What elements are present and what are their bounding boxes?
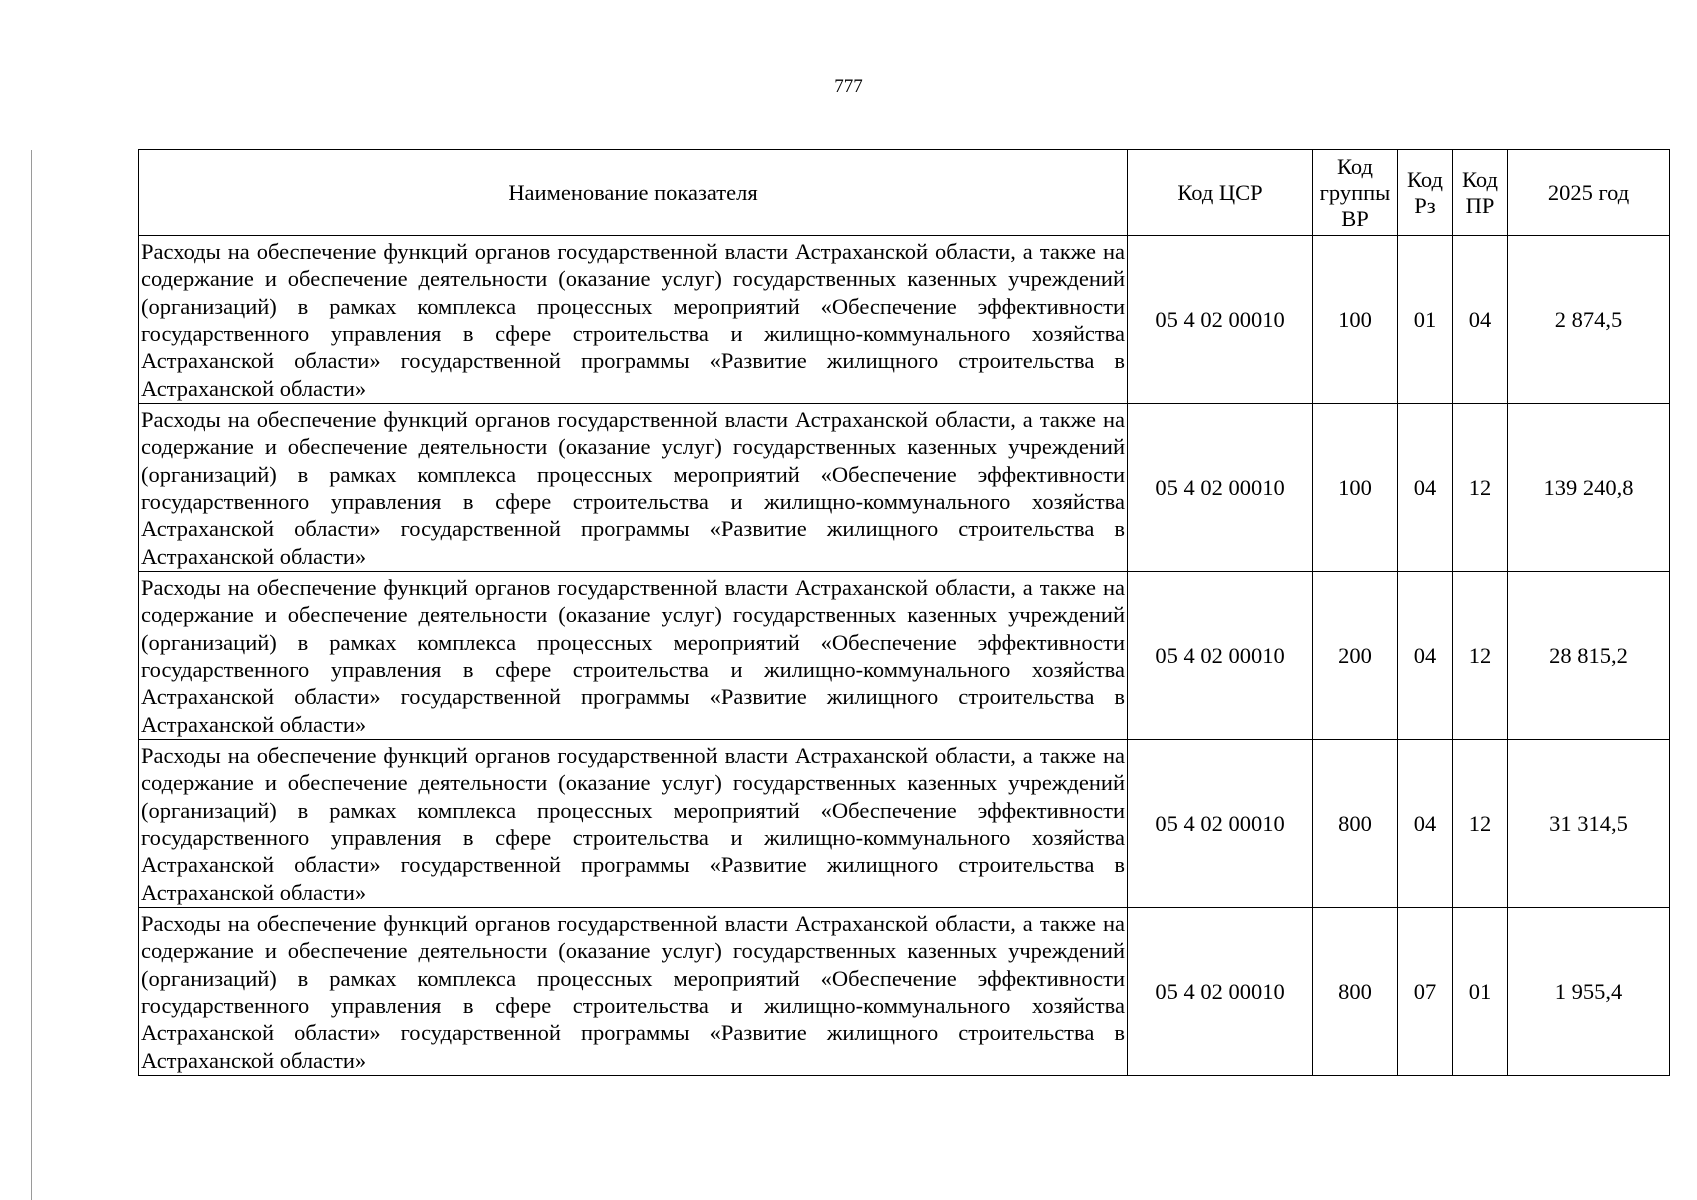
- budget-table: [138, 149, 1670, 1076]
- header-year-2025: 2025 год: [1508, 150, 1670, 236]
- header-indicator-name: Наименование показателя: [139, 150, 1128, 236]
- rz-code-cell: 04: [1398, 404, 1453, 572]
- pr-code-cell: 12: [1453, 572, 1508, 740]
- vr-code-cell: 800: [1313, 740, 1398, 908]
- amount-2025-cell: 1 955,4: [1508, 908, 1670, 1076]
- table-row: [139, 572, 1670, 740]
- pr-code-cell: 01: [1453, 908, 1508, 1076]
- table-header-row: [139, 150, 1670, 236]
- table-row: [139, 908, 1670, 1076]
- rz-code-cell: 04: [1398, 572, 1453, 740]
- indicator-name-cell: Расходы на обеспечение функций органов государственной власти Астраханской области, а также на содержание и обеспечение деятельности (оказание услуг) государственных казенных учреждений (организаций) в рамках комплекса процессных мероприятий «Обеспечение эффективности государственного управления в сфере строительства и жилищно-коммунального хозяйства Астраханской области» государственной программы «Развитие жилищного строительства в Астраханской области»: [139, 572, 1128, 740]
- amount-2025-cell: 139 240,8: [1508, 404, 1670, 572]
- indicator-name-cell: Расходы на обеспечение функций органов государственной власти Астраханской области, а также на содержание и обеспечение деятельности (оказание услуг) государственных казенных учреждений (организаций) в рамках комплекса процессных мероприятий «Обеспечение эффективности государственного управления в сфере строительства и жилищно-коммунального хозяйства Астраханской области» государственной программы «Развитие жилищного строительства в Астраханской области»: [139, 740, 1128, 908]
- pr-code-cell: 12: [1453, 404, 1508, 572]
- pr-code-cell: 04: [1453, 236, 1508, 404]
- header-csr-code: Код ЦСР: [1128, 150, 1313, 236]
- rz-code-cell: 04: [1398, 740, 1453, 908]
- vr-code-cell: 100: [1313, 404, 1398, 572]
- indicator-name-cell: Расходы на обеспечение функций органов государственной власти Астраханской области, а также на содержание и обеспечение деятельности (оказание услуг) государственных казенных учреждений (организаций) в рамках комплекса процессных мероприятий «Обеспечение эффективности государственного управления в сфере строительства и жилищно-коммунального хозяйства Астраханской области» государственной программы «Развитие жилищного строительства в Астраханской области»: [139, 236, 1128, 404]
- indicator-name-cell: Расходы на обеспечение функций органов государственной власти Астраханской области, а также на содержание и обеспечение деятельности (оказание услуг) государственных казенных учреждений (организаций) в рамках комплекса процессных мероприятий «Обеспечение эффективности государственного управления в сфере строительства и жилищно-коммунального хозяйства Астраханской области» государственной программы «Развитие жилищного строительства в Астраханской области»: [139, 908, 1128, 1076]
- csr-code-cell: 05 4 02 00010: [1128, 404, 1313, 572]
- table-row: [139, 236, 1670, 404]
- amount-2025-cell: 31 314,5: [1508, 740, 1670, 908]
- indicator-name-cell: Расходы на обеспечение функций органов государственной власти Астраханской области, а также на содержание и обеспечение деятельности (оказание услуг) государственных казенных учреждений (организаций) в рамках комплекса процессных мероприятий «Обеспечение эффективности государственного управления в сфере строительства и жилищно-коммунального хозяйства Астраханской области» государственной программы «Развитие жилищного строительства в Астраханской области»: [139, 404, 1128, 572]
- page-number: 777: [834, 76, 863, 97]
- amount-2025-cell: 28 815,2: [1508, 572, 1670, 740]
- header-rz-code: Код Рз: [1398, 150, 1453, 236]
- amount-2025-cell: 2 874,5: [1508, 236, 1670, 404]
- table-row: [139, 740, 1670, 908]
- csr-code-cell: 05 4 02 00010: [1128, 908, 1313, 1076]
- table-row: [139, 404, 1670, 572]
- rz-code-cell: 07: [1398, 908, 1453, 1076]
- header-vr-group-code: Код группы ВР: [1313, 150, 1398, 236]
- header-pr-code: Код ПР: [1453, 150, 1508, 236]
- pr-code-cell: 12: [1453, 740, 1508, 908]
- vr-code-cell: 200: [1313, 572, 1398, 740]
- rz-code-cell: 01: [1398, 236, 1453, 404]
- page-margin-line: [31, 150, 32, 1200]
- csr-code-cell: 05 4 02 00010: [1128, 236, 1313, 404]
- csr-code-cell: 05 4 02 00010: [1128, 572, 1313, 740]
- vr-code-cell: 100: [1313, 236, 1398, 404]
- vr-code-cell: 800: [1313, 908, 1398, 1076]
- csr-code-cell: 05 4 02 00010: [1128, 740, 1313, 908]
